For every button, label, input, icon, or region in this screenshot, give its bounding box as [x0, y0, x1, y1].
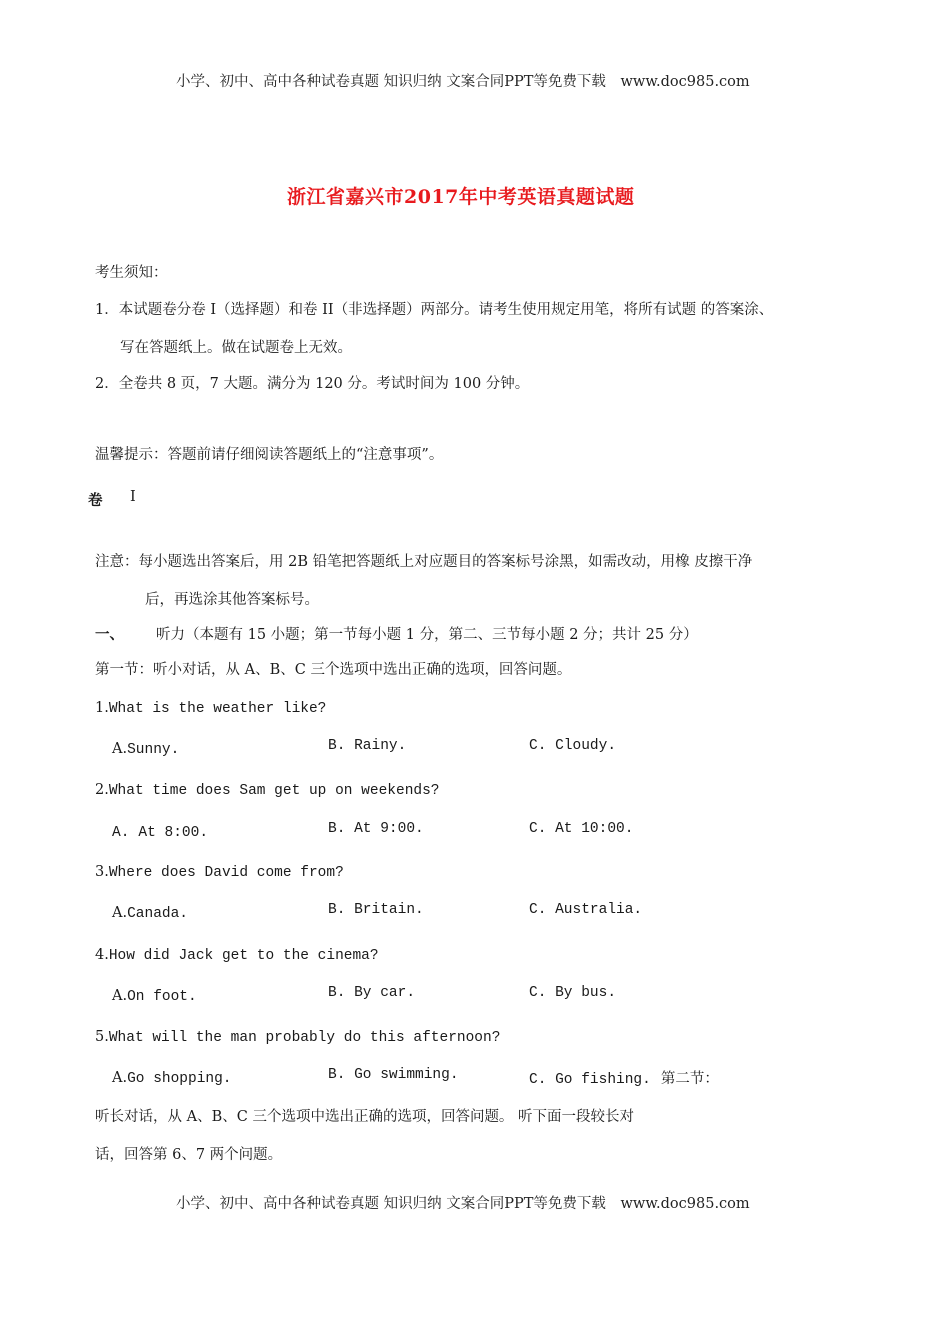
attention-line-2: 后，再选涂其他答案标号。	[145, 592, 319, 608]
question-3-option-c: C. Australia.	[529, 902, 643, 918]
question-text: What time does Sam get up on weekends?	[108, 783, 440, 799]
volume-label: 卷	[88, 492, 103, 509]
footer-url[interactable]: www.doc985.com	[620, 1196, 750, 1212]
question-3-option-a	[112, 902, 188, 922]
question-5-option-c-row	[529, 1067, 719, 1088]
question-text: What will the man probably do this afternoon?	[108, 1030, 501, 1046]
option-text: At 8:00.	[138, 825, 209, 841]
option-label: A.	[112, 825, 130, 841]
notice-item-1-line-1: 1．本试题卷分卷 I（选择题）和卷 II（非选择题）两部分。请考生使用规定用笔，将所有试题 的答案涂、	[95, 302, 774, 318]
option-label: A.	[112, 905, 128, 921]
question-4	[95, 944, 379, 964]
part-1-instruction: 第一节：听小对话，从 A、B、C 三个选项中选出正确的选项，回答问题。	[95, 662, 572, 678]
attention-line-1: 注意：每小题选出答案后，用 2B 铅笔把答题纸上对应题目的答案标号涂黑，如需改动，用橡 皮擦干净	[95, 554, 753, 570]
question-4-option-a	[112, 985, 197, 1005]
page-header	[176, 70, 750, 91]
question-2-option-a	[112, 821, 208, 841]
option-label: A.	[112, 988, 128, 1004]
question-5-option-c: C. Go fishing.	[529, 1072, 651, 1088]
question-1-option-c: C. Cloudy.	[529, 738, 617, 754]
header-text: 小学、初中、高中各种试卷真题 知识归纳 文案合同PPT等免费下载	[176, 74, 606, 90]
question-number: 3.	[95, 864, 109, 880]
question-3-option-b: B. Britain.	[328, 902, 424, 918]
option-text: Sunny.	[127, 742, 180, 758]
question-text: What is the weather like?	[108, 701, 327, 717]
part-2-instruction-line-1: 听长对话，从 A、B、C 三个选项中选出正确的选项，回答问题。 听下面一段较长对	[95, 1109, 635, 1125]
footer-text: 小学、初中、高中各种试卷真题 知识归纳 文案合同PPT等免费下载	[176, 1196, 606, 1212]
question-text: How did Jack get to the cinema?	[108, 948, 379, 964]
notice-item-1-line-2: 写在答题纸上。做在试题卷上无效。	[120, 340, 352, 356]
page-footer	[176, 1192, 750, 1213]
question-2-option-b: B. At 9:00.	[328, 821, 424, 837]
question-number: 2.	[95, 782, 109, 798]
page-title: 浙江省嘉兴市2017年中考英语真题试题	[287, 186, 635, 208]
header-url[interactable]: www.doc985.com	[620, 74, 750, 90]
question-4-option-c: C. By bus.	[529, 985, 617, 1001]
question-1-option-a	[112, 738, 179, 758]
question-2-option-c: C. At 10:00.	[529, 821, 634, 837]
option-label: A.	[112, 1070, 128, 1086]
question-2	[95, 779, 440, 799]
notice-item-2: 2．全卷共 8 页，7 大题。满分为 120 分。考试时间为 100 分钟。	[95, 376, 530, 392]
volume-number: I	[130, 489, 136, 505]
question-number: 1.	[95, 700, 109, 716]
question-number: 4.	[95, 947, 109, 963]
section-title: 听力（本题有 15 小题；第一节每小题 1 分，第二、三节每小题 2 分；共计 25 分）	[156, 627, 698, 643]
question-5-option-a	[112, 1067, 232, 1087]
reminder-tip: 温馨提示：答题前请仔细阅读答题纸上的“注意事项”。	[95, 447, 444, 463]
question-text: Where does David come from?	[108, 865, 344, 881]
option-text: On foot.	[127, 989, 197, 1005]
question-5-option-b: B. Go swimming.	[328, 1067, 459, 1083]
option-label: A.	[112, 741, 128, 757]
question-1-option-b: B. Rainy.	[328, 738, 407, 754]
option-text: Go shopping.	[127, 1071, 232, 1087]
option-text: Canada.	[127, 906, 189, 922]
part-2-label: 第二节：	[660, 1071, 719, 1087]
part-2-instruction-line-2: 话，回答第 6、7 两个问题。	[95, 1147, 283, 1163]
question-4-option-b: B. By car.	[328, 985, 416, 1001]
question-number: 5.	[95, 1029, 109, 1045]
notice-heading: 考生须知：	[95, 265, 168, 281]
section-number: 一、	[95, 626, 124, 643]
question-5	[95, 1026, 500, 1046]
question-1	[95, 697, 326, 717]
question-3	[95, 861, 344, 881]
